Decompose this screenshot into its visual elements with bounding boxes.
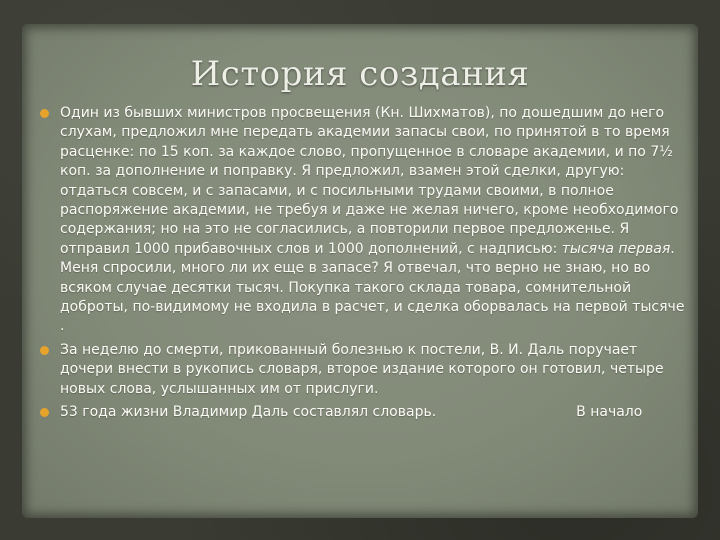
bullet-text: За неделю до смерти, прикованный болезнью к постели, В. И. Даль поручает дочери внести в рукопись словаря, второе издание которого он готовил, четыре новых слова, услышанных им от прислуги. [60, 341, 664, 397]
slide-content [38, 104, 688, 427]
bullet-dot-icon [40, 109, 49, 118]
bullet-tail-text: В начало [576, 404, 643, 421]
bullet-item [38, 403, 688, 422]
bullet-item [38, 341, 688, 399]
bullet-text: 53 года жизни Владимир Даль составлял словарь. [60, 404, 437, 421]
bullet-text: . Меня спросили, много ли их еще в запасе? Я отвечал, что верно не знаю, но во всяком случае десятки тысяч. Покупка такого склада товара, сомнительной доброты, по-видимому не входила в расчет, и сделка оборвалась на первой тысяче . [60, 240, 685, 335]
bullet-item [38, 104, 688, 337]
bullet-dot-icon [40, 346, 49, 355]
bullet-text-emphasis: тысяча первая [561, 240, 671, 257]
bullet-text: Один из бывших министров просвещения (Кн. Шихматов), по дошедшим до него слухам, предложил мне передать академии запасы свои, по принятой в то время расценке: по 15 коп. за каждое слово, пропущенное в словаре академии, и по 7½ коп. за дополнение и поправку. Я предложил, взамен этой сделки, другую: отдаться совсем, и с запасами, и с посильными трудами своими, в полное распоряжение академии, не требуя и даже не желая ничего, кроме необходимого содержания; но на это не согласились, а повторили первое предложенье. Я отправил 1000 прибавочных слов и 1000 дополнений, с надписью: [60, 105, 679, 257]
slide-title: История создания [190, 54, 530, 94]
bullet-dot-icon [40, 408, 49, 417]
